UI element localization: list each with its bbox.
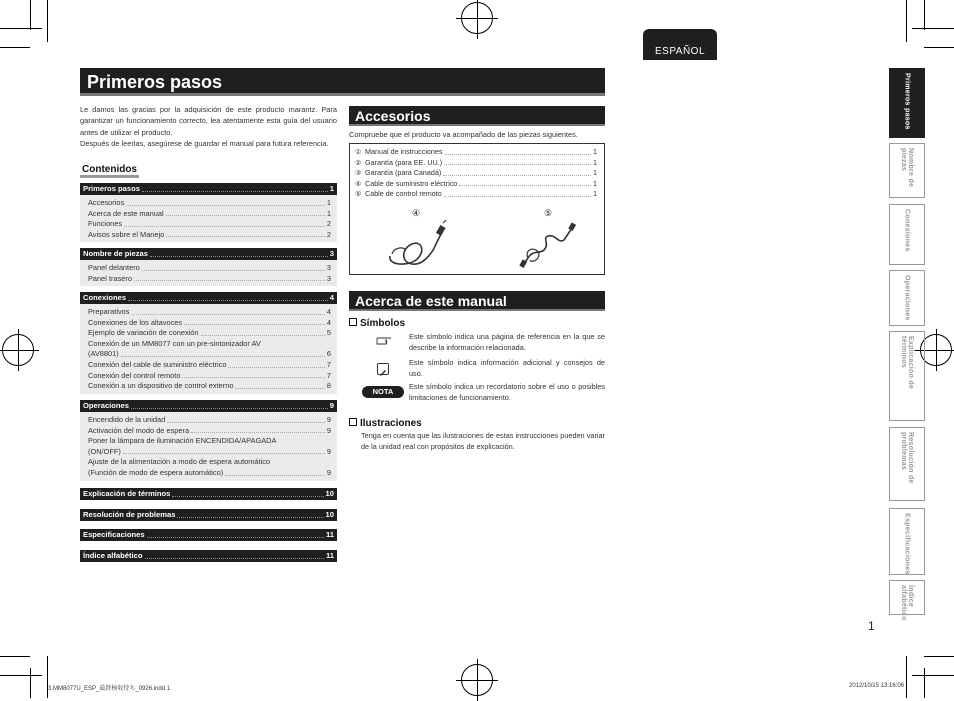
cable-label: ④ <box>412 208 421 218</box>
toc-item-label: Accesorios <box>88 198 125 207</box>
toc-page: 1 <box>329 184 334 193</box>
accessory-number: ④ <box>355 178 362 188</box>
toc-page: 11 <box>325 551 334 560</box>
side-tab[interactable] <box>889 427 925 501</box>
accessory-label: Cable de suministro eléctrico <box>365 178 458 188</box>
toc-item[interactable] <box>88 339 337 360</box>
intro-paragraph: Después de leerlas, asegúrese de guardar el manual para futura referencia. <box>80 138 329 148</box>
accessory-item <box>355 158 597 169</box>
side-tab[interactable] <box>889 270 925 326</box>
toc-section-title: Operaciones <box>83 401 130 410</box>
toc-item-label: Ajuste de la alimentación a modo de espera automático <box>88 457 271 467</box>
accessory-label: Cable de control remoto <box>365 189 442 199</box>
footer-timestamp: 2012/10/15 13:16:06 <box>849 683 905 689</box>
toc-page: 10 <box>325 510 334 519</box>
toc-section-title: Conexiones <box>83 293 127 302</box>
registration-mark <box>2 334 34 366</box>
crop-mark <box>924 47 954 48</box>
pointing-hand-icon <box>376 335 392 346</box>
accessory-label: Garantía (para EE. UU.) <box>365 157 443 167</box>
toc-item-label: Acerca de este manual <box>88 208 164 218</box>
remote-cable-icon <box>518 220 578 268</box>
crop-mark <box>924 656 954 657</box>
toc-item[interactable] <box>88 307 337 318</box>
cable-label: ⑤ <box>544 208 553 218</box>
side-tab-label: Nombre de piezas <box>900 148 914 188</box>
crop-mark <box>47 0 48 42</box>
crop-mark <box>0 28 42 29</box>
toc-page: 3 <box>326 273 331 283</box>
crop-mark <box>30 668 31 698</box>
toc-section-link[interactable] <box>80 529 337 541</box>
crop-mark <box>906 656 907 698</box>
toc-page: 1 <box>326 208 331 218</box>
toc-item-label: Conexión del cable de suministro eléctrico <box>88 359 227 369</box>
toc-section-link[interactable] <box>80 248 337 260</box>
toc-item[interactable] <box>88 328 337 339</box>
toc-section-title: Explicación de términos <box>83 489 171 498</box>
toc-item-label: (Función de modo de espera automático) <box>88 467 224 477</box>
symbol-text: Este símbolo indica un recordatorio sobre el uso o posibles limitaciones de funcionamiento. <box>409 382 605 402</box>
toc-page: 4 <box>329 293 334 302</box>
accessory-qty: 1 <box>593 168 597 178</box>
side-tab[interactable] <box>889 508 925 575</box>
toc-item-label: Encendido de la unidad <box>88 415 166 424</box>
registration-mark <box>461 664 493 696</box>
toc-page: 3 <box>326 263 331 272</box>
toc-item[interactable] <box>88 371 337 382</box>
toc-section <box>80 488 337 500</box>
toc-item[interactable] <box>88 263 337 274</box>
toc-section <box>80 183 337 242</box>
toc-item-label: Activación del modo de espera <box>88 425 190 435</box>
side-tab-label: Explicación de términos <box>900 336 914 390</box>
side-tab-label: Índice alfabético <box>900 585 914 621</box>
toc-section <box>80 400 337 481</box>
toc-page: 7 <box>326 359 331 369</box>
side-tab-label: Resolución de problemas <box>900 432 914 484</box>
toc-item[interactable] <box>88 436 337 457</box>
toc-page: 9 <box>326 446 331 456</box>
accessory-qty: 1 <box>593 178 597 188</box>
toc-item-label: (AV8801) <box>88 349 119 359</box>
crop-mark <box>0 47 30 48</box>
toc-section-link[interactable] <box>80 488 337 500</box>
intro-text <box>80 104 337 149</box>
toc-page: 10 <box>325 489 334 498</box>
toc-page: 9 <box>326 425 331 435</box>
toc-page: 2 <box>326 229 331 239</box>
toc-section-title: Especificaciones <box>83 530 145 539</box>
footer-file: 3.MM8077U_ESP_最終検収待ち_0926.indd 1 <box>48 686 171 692</box>
toc-item-label: Conexión a un dispositivo de control externo <box>88 381 234 391</box>
accessory-label: Manual de instrucciones <box>365 147 443 156</box>
toc-section-link[interactable] <box>80 509 337 521</box>
toc-section-title: Resolución de problemas <box>83 510 176 519</box>
language-tab: ESPAÑOL <box>643 29 717 60</box>
toc-page: 4 <box>326 317 331 327</box>
toc-item[interactable] <box>88 381 337 392</box>
toc-item-label: (ON/OFF) <box>88 446 121 456</box>
symbols-heading-text: Símbolos <box>360 318 406 329</box>
toc-section-link[interactable] <box>80 292 337 304</box>
accessories-intro: Compruebe que el producto va acompañado de las piezas siguientes. <box>349 130 578 139</box>
crop-mark <box>912 675 954 676</box>
accessory-qty: 1 <box>593 157 597 167</box>
nota-badge: NOTA <box>362 386 404 398</box>
toc-section-link[interactable] <box>80 183 337 195</box>
accessory-number: ⑤ <box>355 189 362 199</box>
side-tab[interactable] <box>889 68 925 138</box>
accessory-item <box>355 168 597 179</box>
toc-page: 9 <box>329 401 334 410</box>
side-tab-label: Conexiones <box>903 209 911 252</box>
toc-section <box>80 529 337 541</box>
accessory-qty: 1 <box>593 147 597 156</box>
toc-page: 5 <box>326 328 331 338</box>
crop-mark <box>924 668 925 698</box>
crop-mark <box>0 675 42 676</box>
toc-page: 8 <box>326 381 331 391</box>
manual-heading: Acerca de este manual <box>349 291 605 311</box>
toc-page: 9 <box>326 415 331 424</box>
toc-item[interactable] <box>88 318 337 329</box>
page-title: Primeros pasos <box>80 68 605 96</box>
toc-item-label: Panel delantero <box>88 263 140 272</box>
side-tab-label: Operaciones <box>903 275 911 321</box>
toc-item-label: Avisos sobre el Manejo <box>88 229 165 239</box>
toc-item[interactable] <box>88 457 337 478</box>
accessory-number: ③ <box>355 168 362 178</box>
accessory-item <box>355 147 597 158</box>
toc-section-title: Nombre de piezas <box>83 249 148 258</box>
toc-item-label: Conexión de un MM8077 con un pre-sintonizador AV <box>88 338 261 348</box>
toc-section <box>80 248 337 286</box>
toc-page: 7 <box>326 370 331 380</box>
side-tab[interactable] <box>889 331 925 421</box>
toc-item[interactable] <box>88 274 337 285</box>
toc-page: 4 <box>326 307 331 316</box>
accessory-label: Garantía (para Canadá) <box>365 168 442 178</box>
toc-item-label: Conexión del control remoto <box>88 370 181 380</box>
toc-section <box>80 292 337 394</box>
intro-paragraph: Le damos las gracias por la adquisición de este producto marantz. Para garantizar un funcionamiento correcto, lea atentamente esta guía del usuario antes de utilizar el producto. <box>80 105 337 137</box>
side-tab-label: Especificaciones <box>903 513 911 575</box>
crop-mark <box>912 28 954 29</box>
side-tab-label: Primeros pasos <box>903 73 911 130</box>
toc-item[interactable] <box>88 219 337 230</box>
toc-page: 9 <box>326 467 331 477</box>
toc-page: 2 <box>326 219 331 229</box>
toc-item[interactable] <box>88 230 337 241</box>
side-tab[interactable] <box>889 143 925 198</box>
toc-page: 1 <box>326 198 331 207</box>
registration-mark <box>461 2 493 34</box>
note-pencil-icon <box>377 363 389 375</box>
illustrations-text: Tenga en cuenta que las ilustraciones de estas instrucciones pueden variar de la unidad real con propósitos de explicación. <box>361 431 605 451</box>
toc-item-label: Poner la lámpara de iluminación ENCENDIDA/APAGADA <box>88 436 277 446</box>
accessory-item <box>355 179 597 190</box>
illustrations-heading-text: Ilustraciones <box>360 418 422 429</box>
symbols-heading <box>349 318 405 329</box>
accessory-item <box>355 189 597 200</box>
toc-section-link[interactable] <box>80 400 337 412</box>
toc-item-label: Conexiones de los altavoces <box>88 317 183 327</box>
toc-section <box>80 550 337 562</box>
toc-page: 3 <box>329 249 334 258</box>
toc-item[interactable] <box>88 415 337 426</box>
page-number: 1 <box>868 619 875 633</box>
crop-mark <box>30 0 31 30</box>
contents-heading: Contenidos <box>80 164 139 178</box>
crop-mark <box>906 0 907 42</box>
toc-section <box>80 509 337 521</box>
toc-page: 11 <box>325 530 334 539</box>
toc-item-label: Panel trasero <box>88 273 132 283</box>
toc-item-label: Funciones <box>88 219 123 229</box>
side-tab[interactable] <box>889 580 925 621</box>
toc-item[interactable] <box>88 426 337 437</box>
power-cord-icon <box>386 220 448 268</box>
toc-section-link[interactable] <box>80 550 337 562</box>
toc-item-label: Preparativos <box>88 307 130 316</box>
crop-mark <box>0 656 30 657</box>
toc-item[interactable] <box>88 198 337 209</box>
crop-mark <box>924 0 925 30</box>
toc-section-title: Primeros pasos <box>83 184 140 193</box>
symbol-text: Este símbolo indica información adicional y consejos de uso. <box>409 358 605 378</box>
toc-page: 6 <box>326 349 331 359</box>
accessory-number: ① <box>355 147 362 156</box>
accessories-box <box>349 143 605 275</box>
toc-section-title: Índice alfabético <box>83 551 143 560</box>
toc-item-label: Ejemplo de variación de conexión <box>88 328 199 338</box>
accessory-number: ② <box>355 157 362 167</box>
illustrations-heading <box>349 418 422 429</box>
accessories-heading: Accesorios <box>349 106 605 126</box>
side-tab[interactable] <box>889 204 925 265</box>
toc-item[interactable] <box>88 360 337 371</box>
toc-item[interactable] <box>88 209 337 220</box>
accessory-qty: 1 <box>593 189 597 199</box>
symbol-text: Este símbolo indica una página de referencia en la que se describe la información relacionada. <box>409 332 605 352</box>
